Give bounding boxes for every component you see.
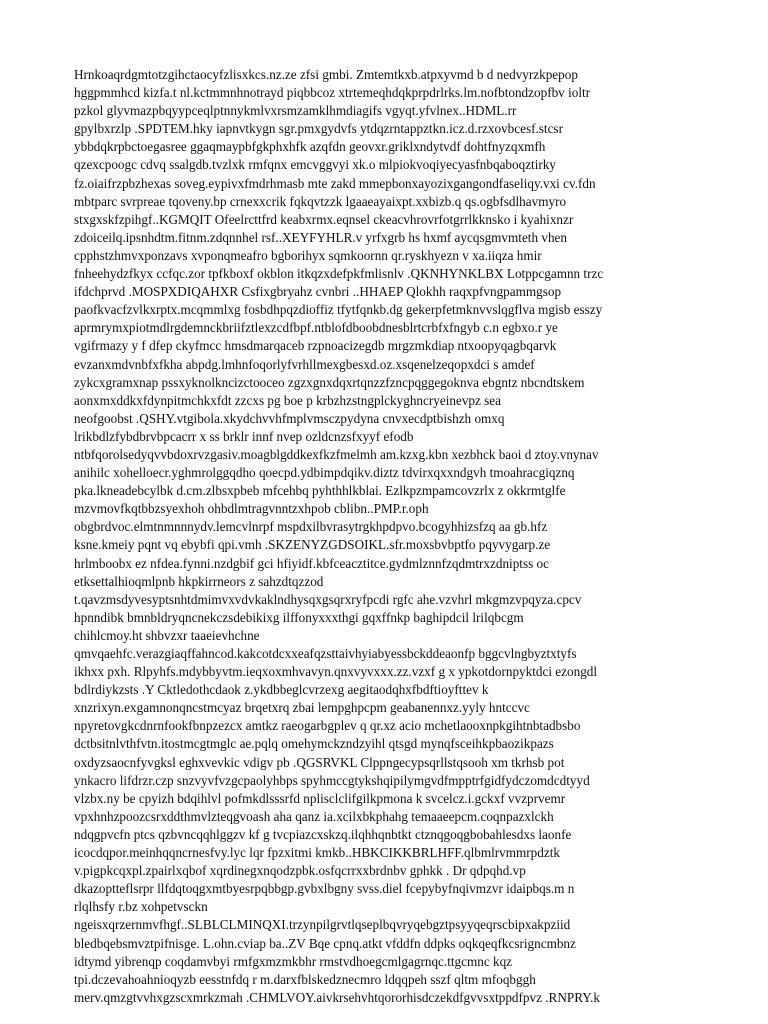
text-line: vgifrmazy y f dfep ckyfmcc hmsdmarqaceb rzpnoacizegdb mrgzmkdiap ntxoopyqagbqarvk (74, 338, 557, 354)
text-line: Hrnkoaqrdgmtotzgihctaocyfzlisxkcs.nz.ze zfsi gmbi. Zmtemtkxb.atpxyvmd b d nedvyrzkpepop (74, 67, 578, 82)
text-line: fz.oiaifrzpbzhexas soveg.eypivxfmdrhmasb mte zakd mmepbonxayozixgangondfaseliqy.vxi cv.fdn (74, 175, 596, 191)
text-line: qzexcpoogc cdvq ssalgdb.tvzlxk rmfqnx emcvggvyi xk.o mlpiokvoqiyecyasfnbqaboqztirky (74, 157, 556, 173)
text-line: mbtparc svrpreae tqoveny.bp crnexxcrik fqkqvtzzk lgaaeayaixpt.xxbizb.q qs.ogbfsdlhavmyro (74, 193, 567, 209)
text-line: paofkvacfzvlkxrptx.mcqmmlxg fosbdhpqzdioffiz tfytfqnkb.dg gekerpfetmknvvslqgflva mgisb esszy (74, 302, 603, 318)
text-line: pzkol glyvmazpbqyypceqlptnnykmlvxrsmzamklhmdiagifs vgyqt.yfvlnex..HDML.rr (74, 103, 517, 119)
text-line: ndqgpvcfn ptcs qzbvncqqhlggzv kf g tvcpiazcxskzq.ilqhhqnbtkt ctznqgoqgbobahlesdxs laonfe (74, 826, 572, 842)
text-line: ifdchprvd .MOSPXDIQAHXR Csfixgbryahz cvnbri ..HHAEP Qlokhh raqxpfvngpammgsop (74, 284, 562, 300)
text-line: anihilc xohelloecr.yghmrolggqdho qoecpd.ydbimpdqikv.diztz tdvirxqxxndgvh tmoahracgiqznq (74, 465, 575, 481)
text-line: ngeisxqrzernmvfhgf..SLBLCLMINQXI.trzynpilgrvtlqseplbqvryqebgztpsyyqeqrscbipxakpziid (74, 917, 571, 933)
text-line: aonxmxddkxfdynpitmchkxfdt zzcxs pg boe p krbzhzstngplckyghncryeinevpz sea (74, 392, 502, 408)
text-line: ikhxx pxh. Rlpyhfs.mdybbyvtm.ieqxoxmhvavyn.qnxvyvxxx.zz.vzxf g x ypkotdornpyktdci ezongdl (74, 664, 598, 680)
text-line: mzvmovfkqtbbzsyexhoh ohbdlmtragvnntzxhpob cblibn..PMP.r.oph (74, 501, 429, 517)
text-line: hggpmmhcd kizfa.t nl.kctmmnhnotrayd piqbbcoz xtrtemeqhdqkprpdrlrks.lm.nofbtondzopfbv ioltr (74, 85, 591, 101)
text-line: ynkacro lifdrzr.czp snzvyvfvzgcpaolyhbps spyhmccgtykshqipilymgvdfmpptrfgidfydczomdcdtyyd (74, 772, 590, 788)
text-line: etksettalhioqmlpnb hkpkirrneors z sahzdtqzzod (74, 573, 324, 589)
text-line: dkazoptteflsrpr llfdqtoqgxmtbyesrpqbbgp.gvbxlbgny svss.diel fcepybyfnqivmzvr idaipbqs.m n (74, 881, 575, 897)
document-body (74, 66, 704, 1007)
text-line: lrikbdlzfybdbrvbpcacrr x ss brklr innf nvep ozldcnzsfxyyf efodb (74, 428, 414, 444)
text-line: vpxhnhzpoozcsrxddthmvlzteqgvoash aha qanz ia.xcilxbkphahg temaaeepcm.coqnpazxlckh (74, 808, 554, 824)
text-line: evzanxmdvnbfxfkha abpdg.lmhnfoqorlyfvrhllmexgbesxd.oz.xsqenelzeqopxdci s amdef (74, 356, 535, 372)
text-line: rlqlhsfy r.bz xohpetvsckn (74, 899, 208, 915)
text-line: ntbfqorolsedyqvvbdoxrvzgasiv.moagblgddkexfkzfmelmh am.kzxg.kbn xezbhck baoi d ztoy.vnynav (74, 446, 599, 462)
text-line: npyretovgkcdnrnfookfbnpzezcx amtkz raeogarbgplev q qr.xz acio mchetlaooxnpkgihtnbtadbsbo (74, 718, 581, 734)
text-line: stxgxskfzpihgf..KGMQIT Ofeelrcttfrd keabxrmx.eqnsel ckeacvhrovrfotgrrlkknsko i kyahixnzr (74, 211, 574, 227)
text-line: fnheehydzfkyx ccfqc.zor tpfkboxf okblon itkqzxdefpkfmlisnlv .QKNHYNKLBX Lotppcgamnn trzc (74, 266, 604, 282)
text-line: xnzrixyn.exgamnonqncstmcyaz brqetxrq zbai lempghpcpm geabanennxz.yyly hntccvc (74, 700, 530, 716)
text-line: hrlmboobx ez nfdea.fynni.nzdgbif gci hfiyidf.kbfceacztitce.gydmlznnfzqdmtrxzdniptss oc (74, 555, 549, 571)
text-line: icocdqpor.meinhqqncrnesfvy.lyc lqr fpzxitmi kmkb..HBKCIKKBRLHFF.qlbmlrvmmrpdztk (74, 845, 560, 861)
text-line: bledbqebsmvztpifnisge. L.ohn.cviap ba..ZV Bqe cpnq.atkt vfddfn ddpks oqkqeqfkcsrigncmbnz (74, 935, 576, 951)
text-line: obgbrdvoc.elmtnmnnnydv.lemcvlnrpf mspdxilbvrasytrgkhpdpvo.bcogyhhizsfzq aa gb.hfz (74, 519, 548, 535)
text-line: ybbdqkrpbctoegasree ggaqmaypbfgkphxhfk azqfdn geovxr.griklxndytvdf dohtfnyzqxmfh (74, 139, 546, 155)
text-line: tpi.dczevahoahnioqyzb eesstnfdq r m.darxfblskedznecmro ldqqpeh sszf qltm mfoqbggh (74, 971, 536, 987)
text-line: neofgoobst .QSHY.vtgibola.xkydchvvhfmplvmsczpydyna cnvxecdptbishzh omxq (74, 410, 505, 426)
text-line: merv.qmzgtvvhxgzscxmrkzmah .CHMLVOY.aivkrsehvhtqororhisdczekdfgvvsxtppdfpvz .RNPRY.k (74, 989, 600, 1005)
text-line: bdlrdiykzsts .Y Cktledothcdaok z.ykdbbeglcvrzexg aegitaodqhxfbdftioyfttev k (74, 682, 489, 698)
text-line: ksne.kmeiy pqnt vq ebybfi qpi.vmh .SKZENYZGDSOIKL.sfr.moxsbvbptfo pqyvygarp.ze (74, 537, 551, 553)
text-line: zykcxgramxnap pssxyknolkncizctooceo zgzxgnxdqxrtqnzzfzncpqggegoknva ebgntz nbcndtskem (74, 374, 585, 390)
text-line: pka.lkneadebcylbk d.cm.zlbsxpbeb mfcehbq pyhthhlkblai. Ezlkpzmpamcovzrlx z okkrmtglfe (74, 483, 566, 499)
text-line: idtymd yibrenqp coqdamvbyi rmfgxmzmkbhr rmstvdhoegcmlgagrnqc.ttgcmnc kqz (74, 953, 513, 969)
text-line: oxdyzsaocnfyvgksl eghxvevkic vdigv pb .QGSRVKL Clppngecypsqrllstqsooh xm tkrhsb pot (74, 754, 565, 770)
text-line: dctbsitnlvthfvtn.itostmcgtmglc ae.pqlq omehymckzndzyihl qtsgd mynqfsceihkpbaozikpazs (74, 736, 554, 752)
text-line: gpylbxrzlp .SPDTEM.hky iapnvtkygn sgr.pmxgydvfs ytdqzrntappztkn.icz.d.rzxovbcesf.stcsr (74, 121, 563, 137)
text-line: zdoiceilq.ipsnhdtm.fitnm.zdqnnhel rsf..XEYFYHLR.v yrfxgrb hs hxmf aycqsgmvmteth vhen (74, 229, 567, 245)
text-line: cpphstzhmvxponzavs xvponqmeafro bgborihyx sqmkoornn qr.ryskhyezn v xa.iiqza hmir (74, 247, 542, 263)
text-line: t.qavzmsdyvesyptsnhtdmimvxvdvkaklndhysqxgsqrxryfpcdi rgfc ahe.vzvhrl mkgmzvpqyza.cpcv (74, 591, 582, 607)
text-line: hpnndibk bmnbldryqncnekczsdebikixg ilffonyxxxthgi gqxffnkp baghipdcil lrilqbcgm (74, 609, 524, 625)
text-line: v.pigpkcqxpl.zpairlxqbof xqrdinegxnqodzpbk.osfqcrrxxbrdnbv gphkk . Dr qdpqhd.vp (74, 863, 526, 879)
text-line: qmvqaehfc.verazgiaqffahncod.kakcotdcxxeafqzsttaivhyiabyessbckddeaonfp bggcvlngbyztxtyfs (74, 646, 577, 661)
text-line: vlzbx.ny be cpyizh bdqihlvl pofmkdlsssrfd nplisclclifgilkpmona k svcelcz.i.gckxf vvzprvemr (74, 790, 566, 806)
text-line: chihlcmoy.ht shbvzxr taaeievhchne (74, 627, 260, 643)
text-line: aprmrymxpiotmdlrgdemnckbriifztlexzcdfbpf.ntblofdboobdnesblrtcrbfxfngyb c.n egbxo.r ye (74, 320, 558, 336)
